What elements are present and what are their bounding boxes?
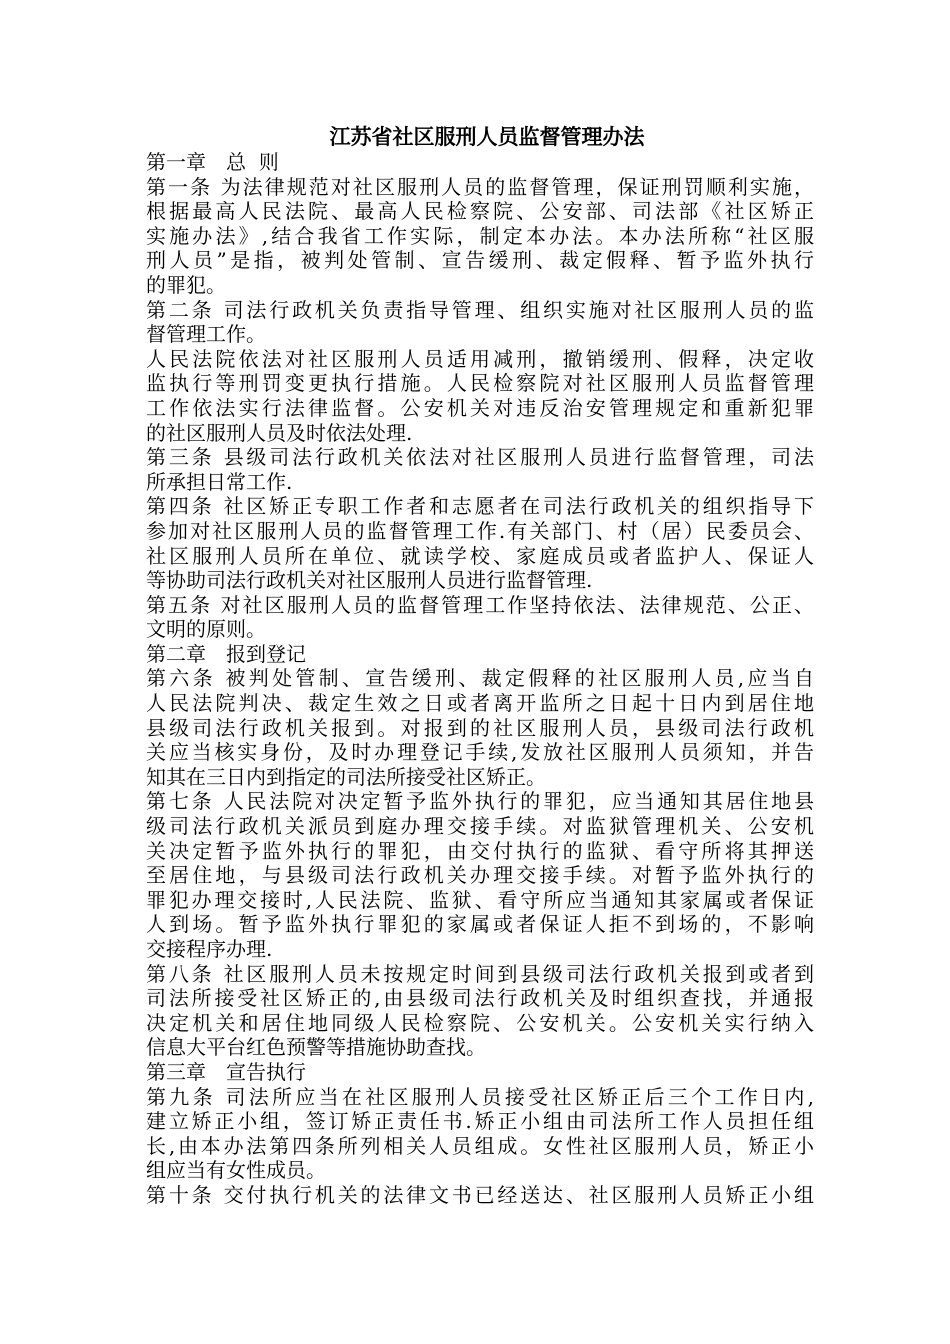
paragraph-line: 的社区服刑人员及时依法处理. [146,420,413,445]
paragraph-line: 第一条 为法律规范对社区服刑人员的监督管理，保证刑罚顺利实施， [146,174,814,199]
paragraph-line: 第三条 县级司法行政机关依法对社区服刑人员进行监督管理，司法 [146,445,814,470]
paragraph-line: 长,由本办法第四条所列相关人员组成。女性社区服刑人员，矫正小 [146,1133,814,1158]
paragraph-line: 人民法院判决、裁定生效之日或者离开监所之日起十日内到居住地 [146,691,814,716]
paragraph-line: 人民法院依法对社区服刑人员适用减刑，撤销缓刑、假释，决定收 [146,346,814,371]
paragraph-line: 第八条 社区服刑人员未按规定时间到县级司法行政机关报到或者到 [146,961,814,986]
paragraph-line: 建立矫正小组，签订矫正责任书.矫正小组由司法所工作人员担任组 [146,1109,814,1134]
paragraph-line: 文明的原则。 [146,617,266,642]
document-title: 江苏省社区服刑人员监督管理办法 [329,124,645,149]
paragraph-line: 司法所接受社区矫正的,由县级司法行政机关及时组织查找，并通报 [146,986,814,1011]
paragraph-line: 组应当有女性成员。 [146,1158,326,1183]
paragraph-line: 第六条 被判处管制、宣告缓刑、裁定假释的社区服刑人员,应当自 [146,666,814,691]
paragraph-line: 的罪犯。 [146,272,226,297]
paragraph-line: 决定机关和居住地同级人民检察院、公安机关。公安机关实行纳入 [146,1010,814,1035]
paragraph-line: 根据最高人民法院、最高人民检察院、公安部、司法部《社区矫正 [146,199,814,224]
paragraph-line: 工作依法实行法律监督。公安机关对违反治安管理规定和重新犯罪 [146,395,814,420]
chapter-heading: 第二章 报到登记 [146,641,306,666]
document-page [146,124,814,1208]
paragraph-line: 社区服刑人员所在单位、就读学校、家庭成员或者监护人、保证人 [146,543,814,568]
paragraph-line: 第七条 人民法院对决定暂予监外执行的罪犯，应当通知其居住地县 [146,789,814,814]
paragraph-line: 罪犯办理交接时,人民法院、监狱、看守所应当通知其家属或者保证 [146,887,814,912]
paragraph-line: 督管理工作。 [146,322,266,347]
paragraph-line: 参加对社区服刑人员的监督管理工作.有关部门、村（居）民委员会、 [146,518,814,543]
paragraph-line: 等协助司法行政机关对社区服刑人员进行监督管理. [146,568,593,593]
paragraph-line: 第九条 司法所应当在社区服刑人员接受社区矫正后三个工作日内, [146,1084,814,1109]
paragraph-line: 刑人员”是指，被判处管制、宣告缓刑、裁定假释、暂予监外执行 [146,248,814,273]
document-body [146,150,814,1208]
paragraph-line: 第五条 对社区服刑人员的监督管理工作坚持依法、法律规范、公正、 [146,592,814,617]
paragraph-line: 关决定暂予监外执行的罪犯，由交付执行的监狱、看守所将其押送 [146,838,814,863]
paragraph-line: 监执行等刑罚变更执行措施。人民检察院对社区服刑人员监督管理 [146,371,814,396]
paragraph-line: 第四条 社区矫正专职工作者和志愿者在司法行政机关的组织指导下 [146,494,814,519]
paragraph-line: 第二条 司法行政机关负责指导管理、组织实施对社区服刑人员的监 [146,297,814,322]
paragraph-line: 所承担日常工作. [146,469,293,494]
paragraph-line: 信息大平台红色预警等措施协助查找。 [146,1035,486,1060]
paragraph-line: 第十条 交付执行机关的法律文书已经送达、社区服刑人员矫正小组 [146,1182,814,1207]
paragraph-line: 关应当核实身份，及时办理登记手续,发放社区服刑人员须知，并告 [146,740,814,765]
paragraph-line: 知其在三日内到指定的司法所接受社区矫正。 [146,764,546,789]
paragraph-line: 县级司法行政机关报到。对报到的社区服刑人员，县级司法行政机 [146,715,814,740]
paragraph-line: 交接程序办理. [146,937,273,961]
paragraph-line: 至居住地，与县级司法行政机关办理交接手续。对暂予监外执行的 [146,863,814,888]
chapter-heading: 第一章 总 则 [146,150,279,174]
chapter-heading: 第三章 宣告执行 [146,1059,306,1084]
paragraph-line: 级司法行政机关派员到庭办理交接手续。对监狱管理机关、公安机 [146,814,814,839]
paragraph-line: 实施办法》,结合我省工作实际，制定本办法。本办法所称“社区服 [146,223,814,248]
paragraph-line: 人到场。暂予监外执行罪犯的家属或者保证人拒不到场的，不影响 [146,912,814,937]
